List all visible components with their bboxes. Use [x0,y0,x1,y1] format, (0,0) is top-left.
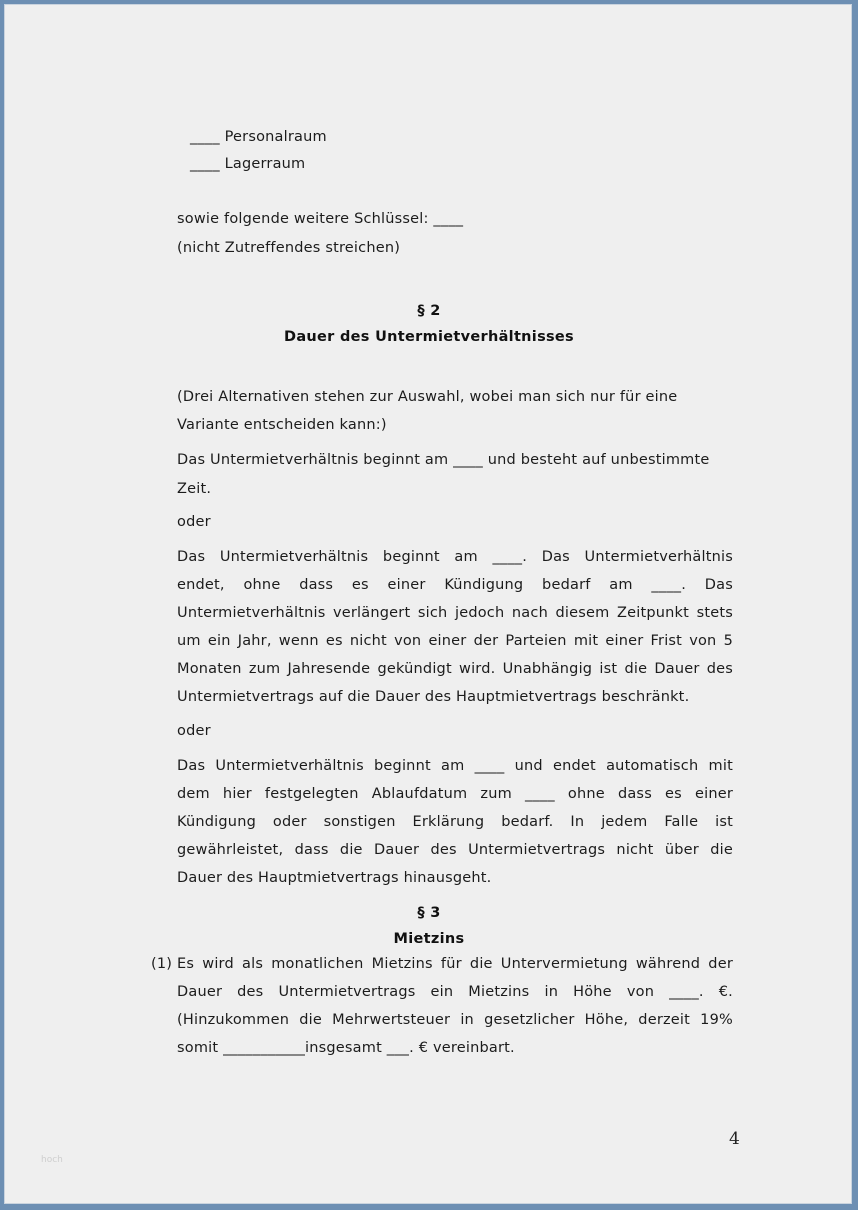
line-lagerraum: ____ Lagerraum [190,156,306,172]
alt2-line: endet, ohne dass es einer Kündigung bedarf am ____. Das [177,577,733,593]
alt3-line: Kündigung oder sonstigen Erklärung bedarf. In jedem Falle ist [177,814,733,830]
item1-line: Es wird als monatlichen Mietzins für die Untervermietung während der [177,956,733,972]
section-3-title: Mietzins [393,931,465,947]
section-3-number: § 3 [417,905,441,921]
alt3-line: Das Untermietverhältnis beginnt am ____ und endet automatisch mit [177,758,733,774]
intro-line: Variante entscheiden kann:) [177,417,387,433]
alt2-line: um ein Jahr, wenn es nicht von einer der Parteien mit einer Frist von 5 [177,633,733,649]
line-schluessel: sowie folgende weitere Schlüssel: ____ [177,211,464,227]
alt1-line: Das Untermietverhältnis beginnt am ____ und besteht auf unbestimmte [177,452,710,468]
item1-line: (Hinzukommen die Mehrwertsteuer in gesetzlicher Höhe, derzeit 19% [177,1012,733,1028]
item1-line: Dauer des Untermietvertrags ein Mietzins in Höhe von ____. €. [177,984,733,1000]
section-2-number: § 2 [417,303,441,319]
alt2-line: Untermietvertrags auf die Dauer des Hauptmietvertrags beschränkt. [177,689,690,705]
alt2-line: Untermietverhältnis verlängert sich jedoch nach diesem Zeitpunkt stets [177,605,733,621]
alt1-line: Zeit. [177,481,212,497]
item-marker: (1) [151,956,173,972]
watermark: hoch [41,1155,63,1165]
intro-line: (Drei Alternativen stehen zur Auswahl, wobei man sich nur für eine [177,389,678,405]
line-personalraum: ____ Personalraum [190,129,327,145]
section-2-title: Dauer des Untermietverhältnisses [284,329,574,345]
document-page [4,4,852,1204]
alt2-line: Das Untermietverhältnis beginnt am ____. Das Untermietverhältnis [177,549,733,565]
alt3-line: gewährleistet, dass die Dauer des Untermietvertrags nicht über die [177,842,733,858]
alt3-line: Dauer des Hauptmietvertrags hinausgeht. [177,870,492,886]
oder-1: oder [177,514,211,530]
item1-line: somit ___________insgesamt ___. € vereinbart. [177,1040,515,1056]
alt3-line: dem hier festgelegten Ablaufdatum zum ____ ohne dass es einer [177,786,733,802]
alt2-line: Monaten zum Jahresende gekündigt wird. Unabhängig ist die Dauer des [177,661,733,677]
line-streichen: (nicht Zutreffendes streichen) [177,240,401,256]
oder-2: oder [177,723,211,739]
page-number: 4 [729,1129,740,1149]
